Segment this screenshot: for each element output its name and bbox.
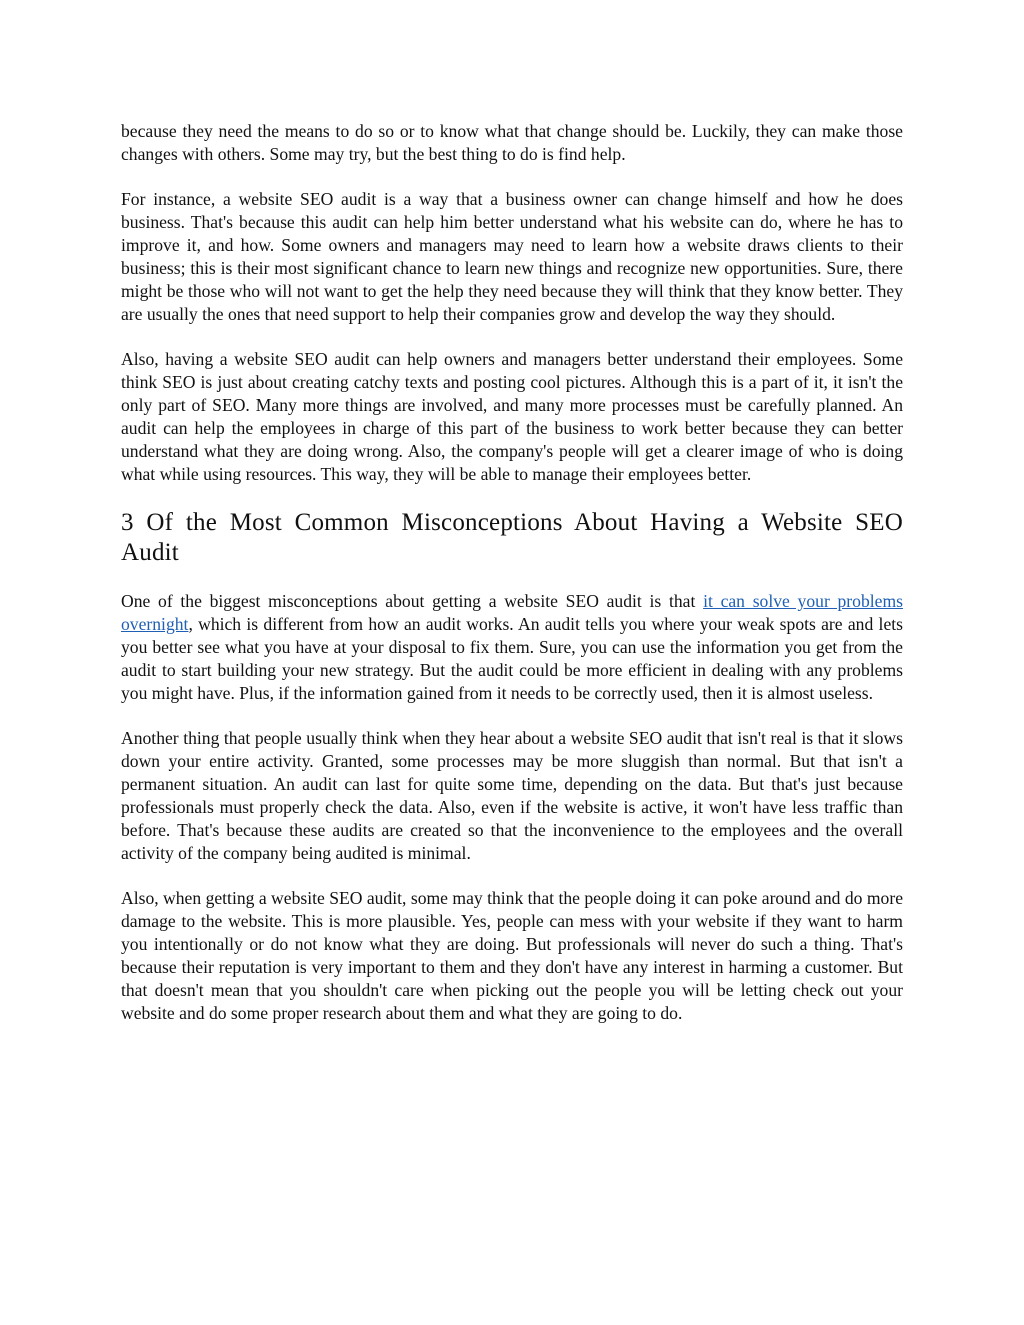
paragraph-text-before-link: One of the biggest misconceptions about getting a website SEO audit is that	[121, 591, 704, 611]
paragraph-intro-continuation: because they need the means to do so or to know what that change should be. Luckily, they can make those changes with others. Some may try, but the best thing to do is find help.	[121, 121, 903, 164]
paragraph-text-after-link: , which is different from how an audit works. An audit tells you where your weak spots are and lets you better see what you have at your disposal to fix them. Sure, you can use the information you get from the audit to start building your new strategy. But the audit could be more efficient in dealing with any problems you might have. Plus, if the information gained from it needs to be correctly used, then it is almost useless.	[121, 614, 903, 703]
paragraph-employees-understanding: Also, having a website SEO audit can help owners and managers better understand their employees. Some think SEO is just about creating catchy texts and posting cool pictures. Although this is a part of it, it isn't the only part of SEO. Many more things are involved, and many more processes must be carefully planned. An audit can help the employees in charge of this part of the business to work better because they can better understand what they are doing wrong. Also, the company's people will get a clearer image of who is doing what while using resources. This way, they will be able to manage their employees better.	[121, 349, 903, 484]
paragraph-misconception-three: Also, when getting a website SEO audit, some may think that the people doing it can poke around and do more damage to the website. This is more plausible. Yes, people can mess with your website if they want to harm you intentionally or do not know what they are doing. But professionals will never do such a thing. That's because their reputation is very important to them and they don't have any interest in harming a customer. But that doesn't mean that you shouldn't care when picking out the people you will be letting check out your website and do some proper research about them and what they are going to do.	[121, 888, 903, 1023]
solve-problems-overnight-link[interactable]: it can solve your problems overnight	[121, 591, 903, 634]
section-heading: 3 Of the Most Common Misconceptions About Having a Website SEO Audit	[121, 509, 903, 566]
paragraph-misconception-one	[121, 590, 903, 705]
document-page	[121, 120, 903, 1047]
paragraph-website-audit-example: For instance, a website SEO audit is a way that a business owner can change himself and how he does business. That's because this audit can help him better understand what his website can do, where he has to improve it, and how. Some owners and managers may need to learn how a website draws clients to their business; this is their most significant chance to learn new things and recognize new opportunities. Sure, there might be those who will not want to get the help they need because they will think that they know better. They are usually the ones that need support to help their companies grow and develop the way they should.	[121, 189, 903, 324]
paragraph-misconception-two: Another thing that people usually think when they hear about a website SEO audit that isn't real is that it slows down your entire activity. Granted, some processes may be more sluggish than normal. But that isn't a permanent situation. An audit can last for quite some time, depending on the data. But that's just because professionals must properly check the data. Also, even if the website is active, it won't have less traffic than before. That's because these audits are created so that the inconvenience to the employees and the overall activity of the company being audited is minimal.	[121, 728, 903, 863]
